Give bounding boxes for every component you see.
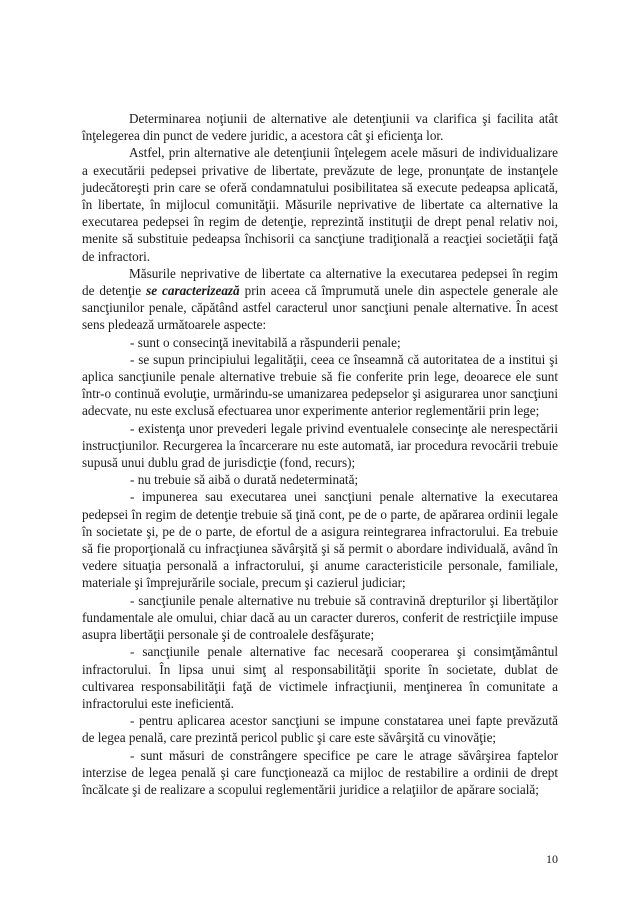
- page-number: 10: [546, 852, 558, 866]
- emphasized-term: se caracterizează: [146, 283, 240, 299]
- paragraph: Determinarea noţiunii de alternative ale detenţiunii va clarifica şi facilita atât înţelegerea din punct de vedere juridic, a acestora cât şi eficienţa lor.: [82, 111, 558, 144]
- paragraph-text: Măsurile neprivative de libertate ca alternative la executarea pedepsei în regim de detenţie: [82, 265, 558, 299]
- list-item: - sunt o consecinţă inevitabilă a răspunderii penale;: [130, 334, 401, 350]
- list-item: - sunt măsuri de constrângere specifice pe care le atrage săvârşirea faptelor interzise de legea penală şi care funcţionează ca mijloc de restabilire a ordinii de drept încălcate şi de realizare a scopului reglementării juridice a relaţiilor de apărare socială;: [82, 747, 558, 797]
- paragraph-text: prin aceea că împrumută unele din aspectele generale ale sancţiunilor penale, căpătând astfel caracterul unor sancţiuni penale alternative. În acest sens pledează următoarele aspecte:: [82, 283, 558, 333]
- list-item: - se supun principiului legalităţii, ceea ce înseamnă că autoritatea de a institui şi aplica sancţiunile penale alternative trebuie să fie conferite prin lege, deoarece ele sunt într-o continuă evoluţie, urmărindu-se umanizarea pedepselor şi asigurarea unor sancţiuni adecvate, nu este exclusă efectuarea unor experimente anterior reglementării prin lege;: [82, 351, 558, 419]
- list-item: - nu trebuie să aibă o durată nedeterminată;: [130, 472, 359, 488]
- paragraph: [82, 265, 558, 334]
- list-item: - impunerea sau executarea unei sancţiuni penale alternative la executarea pedepsei în regim de detenţie trebuie să ţină cont, pe de o parte, de apărarea ordinii legale în societate şi, pe de o parte, de efortul de a asigura reintegrarea infractorului. Ea trebuie să fie proporţională cu infracţiunea săvârşită şi să permit o abordare individuală, având în vedere situaţia personală a infractorului, şi anume caracteristicile personale, familiale, materiale şi împrejurările sociale, precum şi cazierul judiciar;: [82, 489, 558, 591]
- list-item: - sancţiunile penale alternative fac necesară cooperarea şi consimţământul infractorului. În lipsa unui simţ al responsabilităţii sporite în societate, dublat de cultivarea responsabilităţii faţă de victimele infracţiunii, menţinerea în comunitate a infractorului este ineficientă.: [82, 644, 558, 711]
- list-item: - existenţa unor prevederi legale privind eventualele consecinţe ale nerespectării instrucţiunilor. Recurgerea la încarcerare nu este automată, iar procedura revocării trebuie supusă unui dublu grad de jurisdicţie (fond, recurs);: [82, 420, 558, 471]
- document-body: [82, 110, 558, 798]
- paragraph: Astfel, prin alternative ale detenţiunii înţelegem acele măsuri de individualizare a executării pedepsei privative de libertate, prevăzute de lege, pronunţate de instanţele judecătoreşti prin care se oferă condamnatului posibilitatea să execute pedeapsa aplicată, în libertate, în mijlocul comunităţii. Măsurile neprivative de libertate ca alternative la executarea pedepsei în regim de detenţie, reprezintă instituţii de drept penal relativ noi, menite să substituie pedeapsa închisorii ca sancţiune tradiţională a reacţiei societăţii faţă de infractori.: [82, 145, 558, 264]
- list-item: - pentru aplicarea acestor sancţiuni se impune constatarea unei fapte prevăzută de legea penală, care prezintă pericol public şi care este săvârşită cu vinovăţie;: [82, 713, 558, 746]
- list-item: - sancţiunile penale alternative nu trebuie să contravină drepturilor şi libertăţilor fundamentale ale omului, chiar dacă au un caracter dureros, conferit de restricţiile impuse asupra libertăţii personale şi de controalele desfăşurate;: [82, 592, 558, 643]
